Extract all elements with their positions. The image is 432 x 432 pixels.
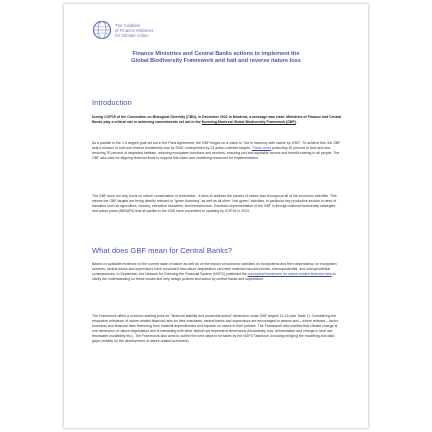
ngfs-framework-link[interactable]: conceptual framework for nature-related financial risks bbox=[247, 271, 332, 276]
title-line-1: Finance Ministries and Central Banks actions to implement the bbox=[132, 51, 300, 57]
document-title bbox=[84, 51, 348, 66]
intro-paragraph-2 bbox=[92, 141, 342, 161]
intro-p1-end: . bbox=[295, 119, 297, 124]
coalition-globe-icon bbox=[92, 20, 112, 40]
intro-p2-end: protecting 30 percent of land and sea, restoring 30 percent of degraded habitats, restoring ecosystem functions and services, ensuring just and equitable access and benefit-sharing to all people. The GBF also calls for aligning financial flows to support this vision and mobilizing resources for implementation. bbox=[92, 145, 340, 160]
gbf-p1-end: to clarify the understanding on these issues and help design policies and action by central banks and supervisors. bbox=[92, 271, 336, 281]
these-cover-link[interactable]: These cover bbox=[251, 145, 272, 150]
gbf-link[interactable]: Kunming-Montreal Global Biodiversity Framework (GBF) bbox=[201, 119, 296, 124]
logo-line-3: for Climate Action bbox=[115, 32, 149, 38]
gbf-p1-text: Based on available evidence on the current state of nature as well as on the impact of economic activities on ecosystems and their dependency on ecosystem services, central banks and supervisors have concluded that nature degradation can have material macroeconomic, macroprudential, and microprudential consequences. In September, the Network for Greening the Financial System (NGFS) published the bbox=[92, 262, 337, 276]
intro-paragraph-1 bbox=[92, 115, 342, 125]
document-page bbox=[64, 4, 368, 428]
gbf-paragraph-2: The Framework offers a common starting point for "financial stability and prudential action" dimension under GBF targets 14-15 (see Table 1). Considering the respective relevance of nature-related financial risks for their mandates, central banks and supervisors are encouraged to assess and – where relevant – factor economic and financial risks stemming from material dependencies and impacts on nature in their policies. The Framework also clarifies that climate change is one dimension of nature degradation and is interacting with other distinct yet dependent dimensions (biodiversity loss, deforestation and change in land use, freshwater availability etc.). The Framework also aims to outline the next steps to be taken by the NGFS Taskforce, including bridging the modelling and data gaps (notably on the development of nature-related scenarios). bbox=[92, 314, 338, 343]
introduction-heading: Introduction bbox=[92, 98, 132, 107]
logo-line-1: The Coalition bbox=[115, 22, 141, 28]
intro-p2-text: As a parallel to the 1.5 degree goal set out in the Paris Agreement, the GBF hinges on a vision to "live in harmony with nature by 2050". To achieve this, the GBF sets a mission to halt and reverse biodiversity loss by 2030, underpinned by 23 action-oriented targets. bbox=[92, 141, 341, 150]
gbf-paragraph-1 bbox=[92, 262, 342, 282]
intro-paragraph-3: The GBF does not only focus on nature conservation or restoration - it aims to address the causes of nature loss throughout all of the economic activities. This means the GBF targets are being directly relevant to "green financing" as well as all other "non-green" activities, in particular key productive sectors in need of transition such as agriculture, forestry, extractive industries, and infrastructure. Domestic implementation of the GBF is through national biodiversity strategies and action plans (NBSAPs) that all parties to the CBD have committed to updating by COP16 in 2024. bbox=[92, 194, 337, 213]
coalition-logo bbox=[92, 20, 175, 40]
title-line-2: Global Biodiversity Framework and halt and reverse nature loss bbox=[131, 58, 301, 65]
gbf-section-heading: What does GBF mean for Central Banks? bbox=[92, 246, 233, 255]
coalition-logo-text bbox=[115, 23, 175, 38]
intro-p1-text: During COP15 of the Convention on Biological Diversity (CBD), in December 2022 in Montreal, a message was clear: Ministries of Finance and Central Banks play a critical role in achieving commitments set out in the bbox=[92, 115, 342, 124]
logo-line-2: of Finance Ministers bbox=[115, 27, 154, 33]
